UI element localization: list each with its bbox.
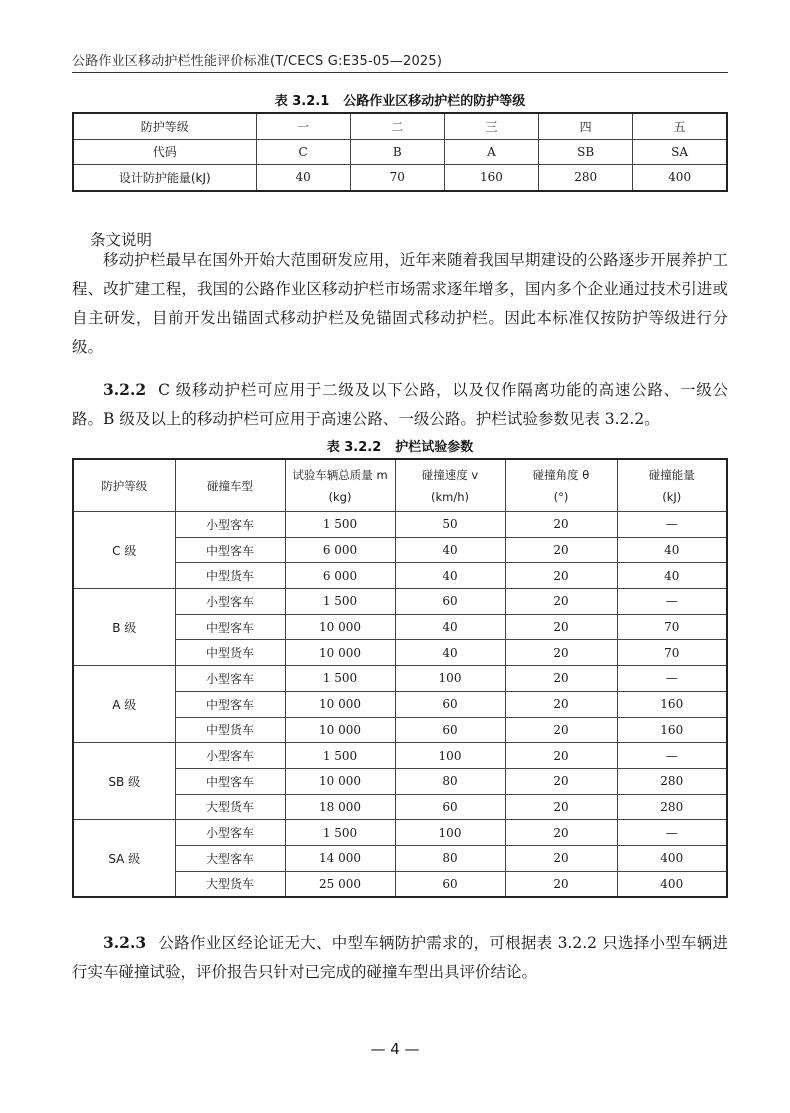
table-cell: 400 — [633, 165, 727, 191]
caption-number: 表 3.2.1 — [274, 94, 330, 109]
angle-cell: 20 — [505, 845, 617, 871]
column-header-label: 试验车辆总质量 m — [292, 467, 388, 482]
energy-cell: 400 — [617, 871, 727, 897]
table-cell: 40 — [256, 165, 350, 191]
angle-cell: 20 — [505, 768, 617, 794]
angle-cell: 20 — [505, 666, 617, 692]
speed-cell: 60 — [395, 691, 505, 717]
speed-cell: 40 — [395, 537, 505, 563]
speed-cell: 80 — [395, 768, 505, 794]
vehicle-cell: 小型客车 — [175, 743, 285, 769]
table-row — [73, 113, 727, 139]
table-cell: A — [444, 139, 538, 165]
mass-cell: 14 000 — [285, 845, 395, 871]
column-header — [175, 459, 285, 512]
vehicle-cell: 大型货车 — [175, 794, 285, 820]
column-header-unit: (kg) — [328, 489, 352, 504]
table-cell: 70 — [350, 165, 444, 191]
energy-cell: — — [617, 743, 727, 769]
angle-cell: 20 — [505, 614, 617, 640]
speed-cell: 60 — [395, 717, 505, 743]
speed-cell: 60 — [395, 794, 505, 820]
speed-cell: 60 — [395, 589, 505, 615]
protection-level-cell: SA 级 — [73, 820, 175, 898]
column-header-label: 碰撞车型 — [207, 478, 253, 493]
angle-cell: 20 — [505, 871, 617, 897]
table-cell: 三 — [444, 113, 538, 139]
table-cell: 五 — [633, 113, 727, 139]
vehicle-cell: 小型客车 — [175, 512, 285, 538]
speed-cell: 100 — [395, 820, 505, 846]
energy-cell: 160 — [617, 717, 727, 743]
mass-cell: 10 000 — [285, 640, 395, 666]
mass-cell: 10 000 — [285, 614, 395, 640]
mass-cell: 1 500 — [285, 666, 395, 692]
clause-number: 3.2.2 — [103, 380, 147, 399]
energy-cell: 280 — [617, 794, 727, 820]
speed-cell: 100 — [395, 743, 505, 769]
protection-level-cell: SB 级 — [73, 743, 175, 820]
table-cell: C — [256, 139, 350, 165]
speed-cell: 60 — [395, 871, 505, 897]
energy-cell: 160 — [617, 691, 727, 717]
vehicle-cell: 小型客车 — [175, 820, 285, 846]
vehicle-cell: 中型客车 — [175, 691, 285, 717]
speed-cell: 40 — [395, 614, 505, 640]
energy-cell: 70 — [617, 640, 727, 666]
column-header-label: 碰撞能量 — [648, 467, 695, 482]
column-header — [395, 459, 505, 512]
table-cell: 160 — [444, 165, 538, 191]
speed-cell: 40 — [395, 563, 505, 589]
vehicle-cell: 中型客车 — [175, 768, 285, 794]
vehicle-cell: 中型客车 — [175, 537, 285, 563]
angle-cell: 20 — [505, 563, 617, 589]
column-header-unit: (kJ) — [662, 489, 682, 504]
speed-cell: 50 — [395, 512, 505, 538]
column-header-unit: (°) — [553, 489, 569, 504]
angle-cell: 20 — [505, 512, 617, 538]
table-cell: 二 — [350, 113, 444, 139]
caption-number: 表 3.2.2 — [326, 440, 382, 455]
table-row — [73, 512, 727, 538]
vehicle-cell: 小型客车 — [175, 589, 285, 615]
mass-cell: 10 000 — [285, 691, 395, 717]
angle-cell: 20 — [505, 717, 617, 743]
mass-cell: 1 500 — [285, 589, 395, 615]
vehicle-cell: 小型客车 — [175, 666, 285, 692]
mass-cell: 1 500 — [285, 743, 395, 769]
caption-title: 护栏试验参数 — [395, 440, 474, 455]
energy-cell: — — [617, 820, 727, 846]
angle-cell: 20 — [505, 589, 617, 615]
column-header — [73, 459, 175, 512]
mass-cell: 18 000 — [285, 794, 395, 820]
mass-cell: 1 500 — [285, 512, 395, 538]
speed-cell: 40 — [395, 640, 505, 666]
column-header — [505, 459, 617, 512]
clause-text: C 级移动护栏可应用于二级及以下公路，以及仅作隔离功能的高速公路、一级公路。B 级及以上的移动护栏可应用于高速公路、一级公路。护栏试验参数见表 3.2.2。 — [72, 381, 728, 428]
angle-cell: 20 — [505, 691, 617, 717]
mass-cell: 25 000 — [285, 871, 395, 897]
commentary-title: 条文说明 — [90, 231, 153, 249]
table-row — [73, 743, 727, 769]
running-header: 公路作业区移动护栏性能评价标准(T/CECS G:E35-05—2025) — [72, 54, 443, 69]
barrier-test-parameters-table — [72, 458, 728, 898]
clause-3-2-3 — [72, 928, 728, 987]
row-label: 设计防护能量(kJ) — [73, 165, 256, 191]
column-header-label: 防护等级 — [101, 478, 148, 493]
table-cell: SA — [633, 139, 727, 165]
table-cell: SB — [539, 139, 633, 165]
energy-cell: — — [617, 589, 727, 615]
table-row — [73, 589, 727, 615]
column-header — [617, 459, 727, 512]
column-header-unit: (km/h) — [431, 489, 469, 504]
energy-cell: — — [617, 666, 727, 692]
mass-cell: 6 000 — [285, 563, 395, 589]
angle-cell: 20 — [505, 743, 617, 769]
table-row — [73, 666, 727, 692]
column-header-label: 碰撞速度 v — [421, 467, 479, 482]
table-row — [73, 820, 727, 846]
table-3-2-2-caption — [72, 436, 728, 455]
table-3-2-1-caption — [72, 90, 728, 109]
vehicle-cell: 中型货车 — [175, 640, 285, 666]
column-header-label: 碰撞角度 θ — [532, 467, 590, 482]
clause-text: 公路作业区经论证无大、中型车辆防护需求的，可根据表 3.2.2 只选择小型车辆进行实车碰撞试验，评价报告只针对已完成的碰撞车型出具评价结论。 — [72, 934, 728, 981]
vehicle-cell: 中型货车 — [175, 717, 285, 743]
vehicle-cell: 中型客车 — [175, 614, 285, 640]
table-cell: B — [350, 139, 444, 165]
clause-number: 3.2.3 — [103, 933, 147, 952]
speed-cell: 100 — [395, 666, 505, 692]
mass-cell: 10 000 — [285, 717, 395, 743]
mass-cell: 1 500 — [285, 820, 395, 846]
angle-cell: 20 — [505, 820, 617, 846]
table-cell: 四 — [539, 113, 633, 139]
table-row — [73, 165, 727, 191]
protection-level-cell: C 级 — [73, 512, 175, 589]
page-number: — 4 — — [370, 1040, 420, 1058]
table-cell: 280 — [539, 165, 633, 191]
energy-cell: 400 — [617, 845, 727, 871]
protection-level-cell: A 级 — [73, 666, 175, 743]
header-rule — [72, 72, 728, 73]
commentary-text: 移动护栏最早在国外开始大范围研发应用，近年来随着我国早期建设的公路逐步开展养护工程、改扩建工程，我国的公路作业区移动护栏市场需求逐年增多，国内多个企业通过技术引进或自主研发，目前开发出锚固式移动护栏及免锚固式移动护栏。因此本标准仅按防护等级进行分级。 — [72, 251, 728, 356]
vehicle-cell: 大型货车 — [175, 871, 285, 897]
energy-cell: 70 — [617, 614, 727, 640]
mass-cell: 10 000 — [285, 768, 395, 794]
clause-3-2-2 — [72, 375, 728, 434]
energy-cell: 40 — [617, 537, 727, 563]
column-header — [285, 459, 395, 512]
energy-cell: 40 — [617, 563, 727, 589]
header-row — [73, 459, 727, 512]
energy-cell: 280 — [617, 768, 727, 794]
angle-cell: 20 — [505, 794, 617, 820]
protection-level-table — [72, 112, 728, 192]
protection-level-cell: B 级 — [73, 589, 175, 666]
row-label: 代码 — [73, 139, 256, 165]
angle-cell: 20 — [505, 537, 617, 563]
angle-cell: 20 — [505, 640, 617, 666]
energy-cell: — — [617, 512, 727, 538]
vehicle-cell: 中型货车 — [175, 563, 285, 589]
vehicle-cell: 大型客车 — [175, 845, 285, 871]
caption-title: 公路作业区移动护栏的防护等级 — [343, 94, 526, 109]
mass-cell: 6 000 — [285, 537, 395, 563]
table-row — [73, 139, 727, 165]
table-cell: 一 — [256, 113, 350, 139]
row-label: 防护等级 — [73, 113, 256, 139]
speed-cell: 80 — [395, 845, 505, 871]
